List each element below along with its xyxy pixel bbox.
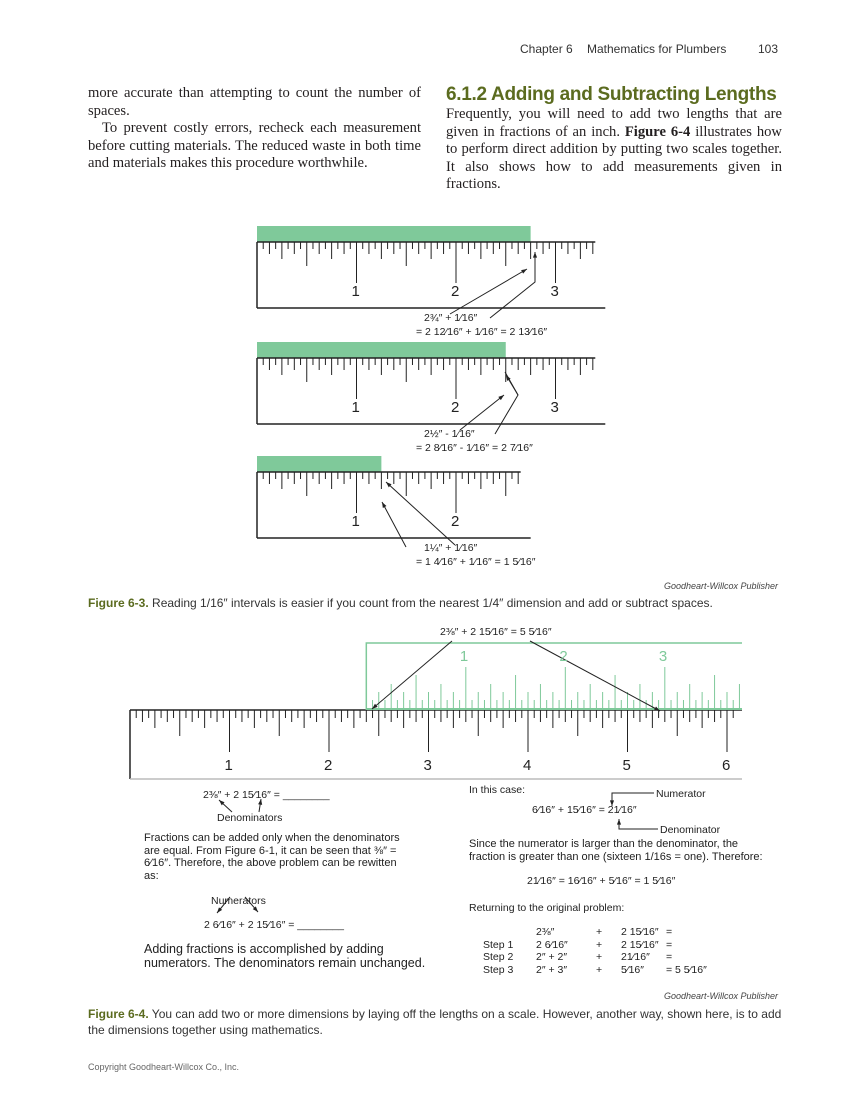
summary: Adding fractions is accomplished by adding numerators. The denominators remain unchanged. xyxy=(144,942,426,970)
green-ruler-outline xyxy=(366,643,742,710)
step-b: 2 15⁄16″ xyxy=(621,926,659,938)
paragraph: more accurate than attempting to count the number of spaces. xyxy=(88,85,421,119)
pointer-line xyxy=(530,641,660,711)
equation-2: 2 6⁄16″ + 2 15⁄16″ = ________ xyxy=(204,919,344,931)
step-op: + xyxy=(596,951,603,963)
measurement-line-1: 2¾″ + 1⁄16″ xyxy=(424,312,478,324)
step-r: = 5 5⁄16″ xyxy=(666,963,707,976)
ruler-label: 6 xyxy=(722,757,731,774)
denominator-label: Denominator xyxy=(660,824,721,836)
caption-text: Reading 1/16″ intervals is easier if you count from the nearest 1/4″ dimension and add or subtract spaces. xyxy=(148,596,713,610)
ruler-label: 4 xyxy=(523,757,532,774)
caption-label: Figure 6-3. xyxy=(88,596,149,610)
ruler-label: 1 xyxy=(351,283,360,300)
ruler-label: 1 xyxy=(351,399,360,416)
green-ruler-label: 2 xyxy=(559,648,568,665)
equation-2: 21⁄16″ = 16⁄16″ + 5⁄16″ = 1 5⁄16″ xyxy=(527,875,676,887)
figure-caption xyxy=(88,1006,788,1038)
measurement-line-1: 2½″ - 1⁄16″ xyxy=(424,428,475,440)
step-r: = xyxy=(666,926,673,938)
figure-equation: 2⅜″ + 2 15⁄16″ = 5 5⁄16″ xyxy=(440,626,552,638)
green-ruler-label: 3 xyxy=(658,648,668,665)
text: Frequently, you will need to add two lengths that are given in fractions of an inch. xyxy=(446,106,782,140)
equation: 6⁄16″ + 15⁄16″ = 21⁄16″ xyxy=(532,804,637,816)
section-heading: 6.1.2 Adding and Subtracting Lengths xyxy=(446,84,777,105)
copyright: Copyright Goodheart-Willcox Co., Inc. xyxy=(88,1062,240,1072)
arrowhead-icon xyxy=(617,819,621,825)
ruler-label: 1 xyxy=(224,757,233,774)
paragraph: Since the numerator is larger than the denominator, the fraction is greater than one (sixteen 1/16s = one). Therefore: xyxy=(469,838,763,863)
returning-text: Returning to the original problem: xyxy=(469,902,625,914)
step-label: Step 3 xyxy=(483,963,514,976)
measurement-line-2: = 2 12⁄16″ + 1⁄16″ = 2 13⁄16″ xyxy=(416,326,548,338)
pointer-line xyxy=(372,641,452,709)
measurement-line-1: 1¼″ + 1⁄16″ xyxy=(424,542,478,554)
numerator-label: Numerator xyxy=(656,788,706,800)
step-a: 2″ + 3″ xyxy=(536,963,568,976)
step-op: + xyxy=(596,963,603,976)
step-r: = xyxy=(666,951,673,963)
numerators-label: Numerators xyxy=(211,895,266,907)
ruler-label: 3 xyxy=(550,283,559,300)
step-a: 2″ + 2″ xyxy=(536,951,568,963)
ruler-label: 2 xyxy=(451,513,460,530)
step-a: 2 6⁄16″ xyxy=(536,938,568,951)
caption-text: You can add two or more dimensions by laying off the lengths on a scale. However, another way, shown here, is to add the dimensions together using mathematics. xyxy=(88,1007,782,1037)
equation-1: 2⅜″ + 2 15⁄16″ = ________ xyxy=(203,789,330,801)
step-b: 5⁄16″ xyxy=(621,963,644,976)
in-this-case: In this case: xyxy=(469,784,526,796)
paragraph: To prevent costly errors, recheck each measurement before cutting materials. The reduced waste in both time and materials makes this procedure worthwhile. xyxy=(88,120,421,172)
text: illustrates how to perform direct addition by putting two scales together. It also shows how to add measurements given in fractions. xyxy=(446,123,782,193)
ruler-label: 2 xyxy=(324,757,333,774)
pointer-line xyxy=(619,822,658,829)
ruler-label: 2 xyxy=(451,399,460,416)
header-title: Mathematics for Plumbers xyxy=(587,42,727,56)
denominators-label: Denominators xyxy=(217,812,283,824)
step-label: Step 1 xyxy=(483,938,514,951)
measurement-line-2: = 2 8⁄16″ - 1⁄16″ = 2 7⁄16″ xyxy=(416,442,533,454)
figure-credit: Goodheart-Willcox Publisher xyxy=(664,991,778,1001)
ruler-label: 3 xyxy=(550,399,559,416)
paragraph: Fractions can be added only when the denominators are equal. From Figure 6-1, it can be seen that ⅜″ = 6⁄16″. Therefore, the above problem can be rewitten as: xyxy=(144,832,400,882)
green-ruler-label: 1 xyxy=(459,648,469,665)
measurement-line-2: = 1 4⁄16″ + 1⁄16″ = 1 5⁄16″ xyxy=(416,556,536,568)
step-label: Step 2 xyxy=(483,951,514,963)
figure-credit: Goodheart-Willcox Publisher xyxy=(664,581,778,591)
caption-label: Figure 6-4. xyxy=(88,1007,149,1021)
step-b: 2 15⁄16″ xyxy=(621,938,659,951)
step-op: + xyxy=(596,926,603,938)
ruler-label: 2 xyxy=(451,283,460,300)
ruler-label: 3 xyxy=(423,757,432,774)
step-a: 2⅜″ xyxy=(536,926,555,938)
ruler-label: 5 xyxy=(622,757,631,774)
page-number: 103 xyxy=(758,42,779,56)
step-op: + xyxy=(596,938,603,951)
step-b: 21⁄16″ xyxy=(621,951,650,963)
figure-reference: Figure 6-4 xyxy=(624,123,691,140)
header-chapter: Chapter 6 xyxy=(520,42,573,56)
ruler-label: 1 xyxy=(351,513,360,530)
step-r: = xyxy=(666,938,673,951)
